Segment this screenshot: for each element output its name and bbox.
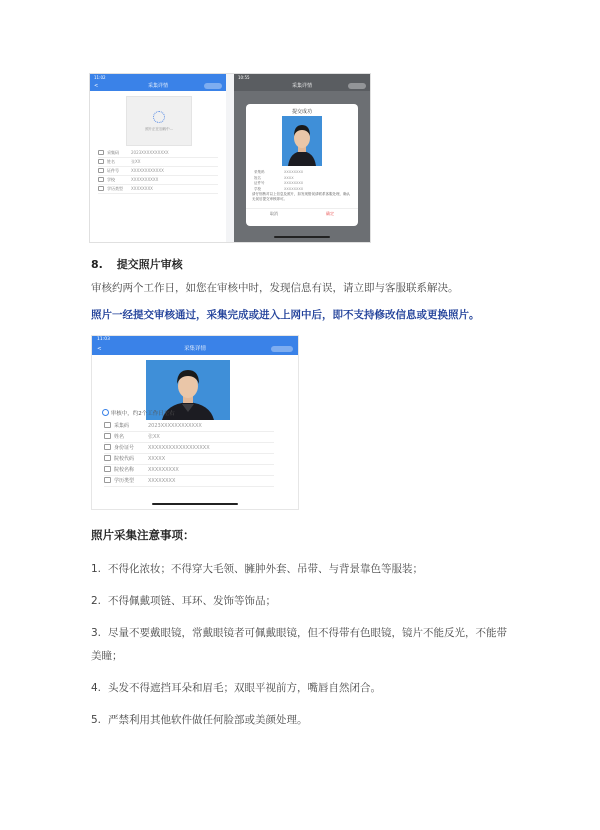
row-label: 学历类型 (114, 478, 135, 484)
status-time: 11:03 (97, 337, 110, 342)
home-indicator (274, 236, 330, 238)
note-number: 2. (91, 595, 102, 607)
row-value: XXXXXXXXXX (131, 177, 159, 182)
note-item (91, 561, 423, 576)
row-icon (98, 159, 104, 164)
nav-bar (234, 81, 370, 91)
nav-title: 采集详情 (147, 83, 168, 89)
success-dialog (246, 104, 358, 226)
row-value: XXXXXXXX (284, 181, 304, 185)
info-row (98, 150, 169, 156)
row-icon (104, 455, 111, 461)
cancel-button[interactable]: 取消 (270, 211, 278, 216)
row-label: 学历类型 (107, 186, 123, 191)
note-text-continued: 美瞳； (91, 650, 123, 662)
clock-icon (102, 409, 109, 416)
note-text: 严禁利用其他软件做任何脸部或美颜处理。 (108, 714, 308, 726)
capsule-menu[interactable] (271, 346, 293, 352)
home-indicator (152, 503, 238, 505)
row-value: XXXXXXXXXXXXXXXXXX (148, 445, 210, 451)
notes-heading: 照片采集注意事项： (91, 528, 195, 542)
info-row (254, 176, 294, 181)
screenshot-review-status (91, 335, 299, 510)
capsule-menu[interactable] (348, 83, 366, 89)
dialog-notice: 请仔细核对以上信息及照片，如发现错误请联系客服处理，确认无误后提交审核即可。 (252, 192, 350, 201)
row-icon (104, 466, 111, 472)
note-number: 1. (91, 563, 102, 575)
row-icon (104, 433, 111, 439)
row-label: 学校 (107, 177, 115, 182)
note-item (91, 593, 276, 608)
photo-placeholder (126, 96, 192, 146)
info-row (98, 168, 164, 174)
row-icon (98, 177, 104, 182)
review-status-row (102, 409, 175, 417)
row-value: XXXXX (148, 456, 166, 462)
row-value: XXXX (284, 175, 294, 180)
note-text: 不得佩戴项链、耳环、发饰等饰品； (108, 595, 277, 607)
note-item (91, 680, 381, 695)
row-value: XXXXXXXXXXXX (131, 168, 164, 173)
section-number: 8. (91, 258, 103, 271)
info-row (104, 455, 165, 462)
row-icon (98, 168, 104, 173)
info-row (98, 159, 140, 165)
row-label: 证件号 (107, 168, 119, 173)
row-label: 身份证号 (114, 445, 135, 451)
highlight-warning: 照片一经提交审核通过，采集完成或进入上网中后，即不支持修改信息或更换照片。 (91, 309, 480, 321)
review-status-text: 审核中，约2个工作日左右 (110, 411, 175, 417)
info-row (98, 186, 153, 192)
row-value: XXXXXXXX (284, 186, 304, 191)
row-label: 姓名 (254, 175, 261, 180)
left-phone-panel (90, 74, 226, 242)
row-icon (104, 477, 111, 483)
row-value: XXXXXXXX (131, 186, 153, 191)
section-title: 提交照片审核 (116, 258, 183, 271)
capsule-menu[interactable] (204, 83, 222, 89)
info-row (254, 170, 303, 175)
row-value: 张XX (131, 159, 141, 164)
right-phone-panel (234, 74, 370, 242)
row-icon (98, 186, 104, 191)
row-label: 姓名 (107, 159, 115, 164)
nav-bar (92, 344, 298, 355)
screenshot-collection-detail (89, 73, 371, 243)
info-row (98, 177, 158, 183)
row-icon (98, 150, 104, 155)
row-value: XXXXXXXX (284, 170, 304, 174)
info-row (104, 444, 210, 451)
note-text: 头发不得遮挡耳朵和眉毛；双眼平视前方，嘴唇自然闭合。 (108, 682, 382, 694)
nav-bar (90, 81, 226, 91)
info-row (104, 466, 179, 473)
nav-title: 采集详情 (183, 346, 206, 352)
row-value: XXXXXXXXX (148, 467, 179, 473)
note-number: 3. (91, 627, 102, 639)
status-bar (90, 74, 226, 81)
section-heading (91, 256, 183, 272)
note-number: 4. (91, 682, 102, 694)
info-row (254, 187, 303, 192)
row-label: 证件号 (254, 181, 265, 185)
row-label: 采集码 (254, 170, 265, 174)
note-text: 尽量不要戴眼镜，常戴眼镜者可佩戴眼镜，但不得带有色眼镜，镜片不能反光，不能带 (108, 627, 508, 639)
status-bar (92, 336, 298, 344)
info-row (254, 181, 303, 186)
row-icon (104, 422, 111, 428)
row-icon (104, 444, 111, 450)
row-label: 采集码 (107, 150, 119, 155)
row-label: 采集码 (114, 423, 130, 429)
status-time: 11:02 (94, 75, 106, 80)
dialog-title: 提交成功 (291, 109, 312, 115)
info-row (104, 433, 160, 440)
status-time: 10:55 (238, 75, 250, 80)
row-value: 2023XXXXXXXXXX (131, 150, 169, 155)
note-text: 不得化浓妆；不得穿大毛领、臃肿外套、吊带、与背景靠色等服装； (108, 563, 424, 575)
row-label: 学校 (254, 186, 261, 191)
upload-hint: 照片正在加载中... (145, 127, 173, 131)
info-row (104, 422, 202, 429)
confirm-button[interactable]: 确定 (326, 211, 334, 216)
loading-icon (153, 111, 165, 123)
status-bar (234, 74, 370, 81)
row-value: XXXXXXXX (148, 478, 176, 484)
row-label: 姓名 (114, 434, 125, 440)
row-label: 院校代码 (114, 456, 135, 462)
info-row (104, 477, 175, 484)
back-icon[interactable]: < (94, 83, 99, 89)
section-paragraph: 审核约两个工作日，如您在审核中时，发现信息有误，请立即与客服联系解决。 (91, 282, 459, 294)
row-value: 2023XXXXXXXXXXXX (148, 423, 202, 429)
id-photo (282, 116, 322, 166)
note-item (91, 712, 308, 727)
note-number: 5. (91, 714, 102, 726)
nav-title: 采集详情 (291, 83, 312, 89)
back-icon[interactable]: < (97, 346, 102, 352)
row-label: 院校名称 (114, 467, 135, 473)
row-value: 张XX (148, 434, 160, 440)
note-item (91, 625, 507, 640)
